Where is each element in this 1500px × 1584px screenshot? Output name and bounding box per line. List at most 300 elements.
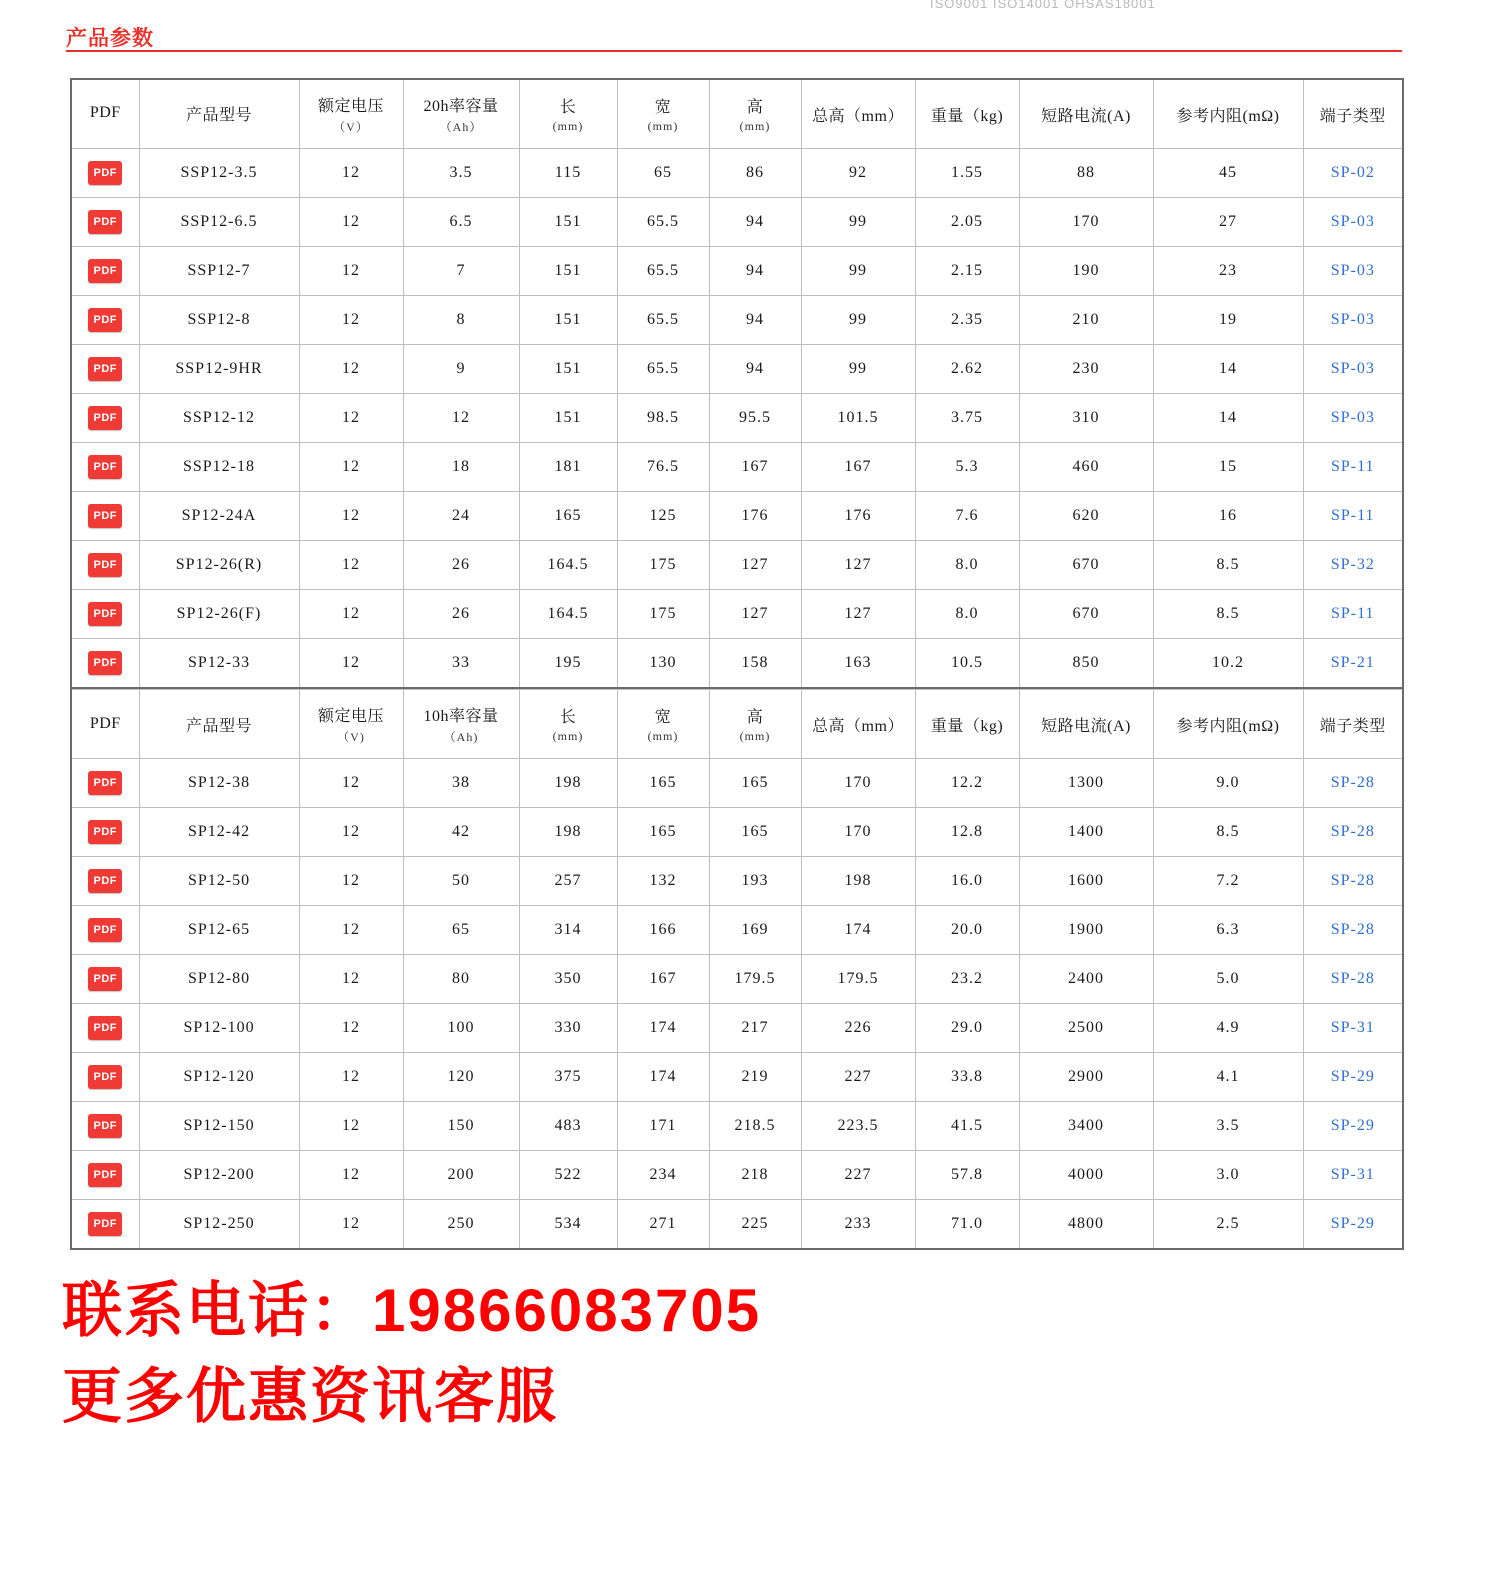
width-cell: 76.5	[617, 443, 709, 492]
width-cell: 174	[617, 1004, 709, 1053]
terminal-link[interactable]: SP-03	[1330, 262, 1375, 279]
resistance-cell: 6.3	[1153, 906, 1303, 955]
pdf-icon[interactable]: PDF	[88, 869, 122, 893]
short-circuit-cell: 190	[1019, 247, 1153, 296]
terminal-cell[interactable]	[1303, 541, 1403, 590]
length-cell: 115	[519, 149, 617, 198]
resistance-cell: 5.0	[1153, 955, 1303, 1004]
total-height-cell: 163	[801, 639, 915, 689]
th-pdf: PDF	[71, 690, 139, 759]
length-cell: 165	[519, 492, 617, 541]
length-cell: 375	[519, 1053, 617, 1102]
short-circuit-cell: 1900	[1019, 906, 1153, 955]
width-cell: 234	[617, 1151, 709, 1200]
weight-cell: 57.8	[915, 1151, 1019, 1200]
model-cell: SP12-24A	[139, 492, 299, 541]
resistance-cell: 10.2	[1153, 639, 1303, 689]
pdf-icon[interactable]: PDF	[88, 651, 122, 675]
capacity-cell: 38	[403, 759, 519, 808]
th-width: 宽 (mm)	[617, 690, 709, 759]
pdf-icon[interactable]: PDF	[88, 820, 122, 844]
total-height-cell: 170	[801, 759, 915, 808]
width-cell: 132	[617, 857, 709, 906]
total-height-cell: 99	[801, 247, 915, 296]
capacity-cell: 6.5	[403, 198, 519, 247]
pdf-cell[interactable]	[71, 906, 139, 955]
voltage-cell: 12	[299, 759, 403, 808]
width-cell: 175	[617, 590, 709, 639]
voltage-cell: 12	[299, 808, 403, 857]
voltage-cell: 12	[299, 639, 403, 689]
weight-cell: 8.0	[915, 590, 1019, 639]
table-header-row	[71, 690, 1403, 759]
resistance-cell: 27	[1153, 198, 1303, 247]
height-cell: 95.5	[709, 394, 801, 443]
width-cell: 167	[617, 955, 709, 1004]
pdf-icon[interactable]: PDF	[88, 771, 122, 795]
weight-cell: 71.0	[915, 1200, 1019, 1250]
table-row	[71, 541, 1403, 590]
pdf-cell[interactable]	[71, 857, 139, 906]
terminal-link[interactable]: SP-11	[1330, 605, 1375, 622]
terminal-link[interactable]: SP-02	[1330, 164, 1375, 181]
capacity-cell: 100	[403, 1004, 519, 1053]
capacity-cell: 9	[403, 345, 519, 394]
th-short-circuit: 短路电流(A)	[1019, 79, 1153, 149]
terminal-link[interactable]: SP-28	[1330, 872, 1375, 889]
terminal-link[interactable]: SP-03	[1330, 213, 1375, 230]
width-cell: 125	[617, 492, 709, 541]
terminal-link[interactable]: SP-03	[1330, 360, 1375, 377]
voltage-cell: 12	[299, 394, 403, 443]
terminal-cell[interactable]	[1303, 443, 1403, 492]
table-row	[71, 198, 1403, 247]
total-height-cell: 99	[801, 296, 915, 345]
voltage-cell: 12	[299, 443, 403, 492]
width-cell: 271	[617, 1200, 709, 1250]
model-cell: SP12-200	[139, 1151, 299, 1200]
width-cell: 174	[617, 1053, 709, 1102]
pdf-cell[interactable]	[71, 247, 139, 296]
terminal-cell[interactable]	[1303, 198, 1403, 247]
capacity-cell: 7	[403, 247, 519, 296]
pdf-cell[interactable]	[71, 394, 139, 443]
terminal-link[interactable]: SP-28	[1330, 823, 1375, 840]
weight-cell: 16.0	[915, 857, 1019, 906]
model-cell: SP12-26(F)	[139, 590, 299, 639]
pdf-cell[interactable]	[71, 1102, 139, 1151]
height-cell: 217	[709, 1004, 801, 1053]
model-cell: SP12-150	[139, 1102, 299, 1151]
model-cell: SP12-50	[139, 857, 299, 906]
resistance-cell: 3.5	[1153, 1102, 1303, 1151]
terminal-cell[interactable]	[1303, 808, 1403, 857]
pdf-icon[interactable]: PDF	[88, 1016, 122, 1040]
model-cell: SP12-120	[139, 1053, 299, 1102]
weight-cell: 5.3	[915, 443, 1019, 492]
terminal-link[interactable]: SP-28	[1330, 774, 1375, 791]
total-height-cell: 92	[801, 149, 915, 198]
th-width: 宽 (mm)	[617, 79, 709, 149]
weight-cell: 41.5	[915, 1102, 1019, 1151]
resistance-cell: 9.0	[1153, 759, 1303, 808]
pdf-cell[interactable]	[71, 198, 139, 247]
table-row	[71, 1200, 1403, 1250]
capacity-cell: 65	[403, 906, 519, 955]
weight-cell: 3.75	[915, 394, 1019, 443]
total-height-cell: 170	[801, 808, 915, 857]
title-divider	[66, 50, 1402, 52]
terminal-cell[interactable]	[1303, 1004, 1403, 1053]
certification-line: ISO9001 ISO14001 OHSAS18001	[930, 0, 1156, 10]
terminal-cell[interactable]	[1303, 857, 1403, 906]
th-short-circuit: 短路电流(A)	[1019, 690, 1153, 759]
voltage-cell: 12	[299, 1004, 403, 1053]
weight-cell: 8.0	[915, 541, 1019, 590]
pdf-cell[interactable]	[71, 1004, 139, 1053]
table-row	[71, 149, 1403, 198]
weight-cell: 20.0	[915, 906, 1019, 955]
terminal-link[interactable]: SP-21	[1330, 654, 1375, 671]
voltage-cell: 12	[299, 590, 403, 639]
pdf-icon[interactable]: PDF	[88, 1065, 122, 1089]
short-circuit-cell: 1600	[1019, 857, 1153, 906]
th-terminal: 端子类型	[1303, 79, 1403, 149]
terminal-cell[interactable]	[1303, 955, 1403, 1004]
weight-cell: 2.05	[915, 198, 1019, 247]
pdf-icon[interactable]: PDF	[88, 357, 122, 381]
width-cell: 165	[617, 808, 709, 857]
pdf-icon[interactable]: PDF	[88, 1114, 122, 1138]
spec-tables	[70, 78, 1402, 1250]
capacity-cell: 18	[403, 443, 519, 492]
terminal-cell[interactable]	[1303, 1151, 1403, 1200]
total-height-cell: 227	[801, 1151, 915, 1200]
model-cell: SP12-250	[139, 1200, 299, 1250]
voltage-cell: 12	[299, 857, 403, 906]
height-cell: 218	[709, 1151, 801, 1200]
model-cell: SP12-42	[139, 808, 299, 857]
terminal-cell[interactable]	[1303, 590, 1403, 639]
spec-table-20h	[70, 78, 1404, 689]
total-height-cell: 101.5	[801, 394, 915, 443]
pdf-icon[interactable]: PDF	[88, 1212, 122, 1236]
height-cell: 94	[709, 345, 801, 394]
short-circuit-cell: 2400	[1019, 955, 1153, 1004]
resistance-cell: 8.5	[1153, 808, 1303, 857]
short-circuit-cell: 4800	[1019, 1200, 1153, 1250]
weight-cell: 29.0	[915, 1004, 1019, 1053]
voltage-cell: 12	[299, 541, 403, 590]
short-circuit-cell: 1300	[1019, 759, 1153, 808]
width-cell: 98.5	[617, 394, 709, 443]
weight-cell: 7.6	[915, 492, 1019, 541]
height-cell: 176	[709, 492, 801, 541]
short-circuit-cell: 310	[1019, 394, 1153, 443]
length-cell: 522	[519, 1151, 617, 1200]
terminal-link[interactable]: SP-28	[1330, 921, 1375, 938]
weight-cell: 2.62	[915, 345, 1019, 394]
terminal-link[interactable]: SP-29	[1330, 1068, 1375, 1085]
terminal-link[interactable]: SP-29	[1330, 1215, 1375, 1232]
terminal-cell[interactable]	[1303, 394, 1403, 443]
th-voltage: 额定电压 （V)	[299, 690, 403, 759]
width-cell: 65.5	[617, 247, 709, 296]
terminal-link[interactable]: SP-31	[1330, 1019, 1375, 1036]
pdf-cell[interactable]	[71, 590, 139, 639]
short-circuit-cell: 230	[1019, 345, 1153, 394]
pdf-cell[interactable]	[71, 1200, 139, 1250]
weight-cell: 12.8	[915, 808, 1019, 857]
resistance-cell: 14	[1153, 394, 1303, 443]
table-row	[71, 1004, 1403, 1053]
terminal-cell[interactable]	[1303, 1053, 1403, 1102]
length-cell: 350	[519, 955, 617, 1004]
th-length: 长 (mm)	[519, 690, 617, 759]
width-cell: 175	[617, 541, 709, 590]
terminal-link[interactable]: SP-32	[1330, 556, 1375, 573]
th-total-height: 总高（mm）	[801, 79, 915, 149]
terminal-link[interactable]: SP-11	[1330, 458, 1375, 475]
voltage-cell: 12	[299, 492, 403, 541]
total-height-cell: 198	[801, 857, 915, 906]
terminal-cell[interactable]	[1303, 1102, 1403, 1151]
spec-table-10h-body	[71, 759, 1403, 1250]
height-cell: 225	[709, 1200, 801, 1250]
pdf-cell[interactable]	[71, 955, 139, 1004]
pdf-icon[interactable]: PDF	[88, 455, 122, 479]
length-cell: 151	[519, 296, 617, 345]
short-circuit-cell: 3400	[1019, 1102, 1153, 1151]
height-cell: 169	[709, 906, 801, 955]
short-circuit-cell: 670	[1019, 590, 1153, 639]
th-length: 长 (mm)	[519, 79, 617, 149]
length-cell: 198	[519, 808, 617, 857]
th-terminal: 端子类型	[1303, 690, 1403, 759]
resistance-cell: 8.5	[1153, 541, 1303, 590]
terminal-link[interactable]: SP-29	[1330, 1117, 1375, 1134]
width-cell: 65.5	[617, 296, 709, 345]
pdf-cell[interactable]	[71, 345, 139, 394]
short-circuit-cell: 170	[1019, 198, 1153, 247]
capacity-cell: 33	[403, 639, 519, 689]
th-weight: 重量（kg)	[915, 690, 1019, 759]
voltage-cell: 12	[299, 955, 403, 1004]
weight-cell: 12.2	[915, 759, 1019, 808]
table-row	[71, 639, 1403, 689]
capacity-cell: 26	[403, 541, 519, 590]
height-cell: 167	[709, 443, 801, 492]
width-cell: 165	[617, 759, 709, 808]
pdf-cell[interactable]	[71, 443, 139, 492]
model-cell: SP12-100	[139, 1004, 299, 1053]
short-circuit-cell: 670	[1019, 541, 1153, 590]
length-cell: 195	[519, 639, 617, 689]
capacity-cell: 80	[403, 955, 519, 1004]
th-height: 高 (mm)	[709, 690, 801, 759]
pdf-cell[interactable]	[71, 759, 139, 808]
width-cell: 65.5	[617, 198, 709, 247]
resistance-cell: 16	[1153, 492, 1303, 541]
th-capacity: 10h率容量 （Ah)	[403, 690, 519, 759]
resistance-cell: 15	[1153, 443, 1303, 492]
terminal-link[interactable]: SP-11	[1330, 507, 1375, 524]
terminal-cell[interactable]	[1303, 759, 1403, 808]
pdf-cell[interactable]	[71, 541, 139, 590]
pdf-icon[interactable]: PDF	[88, 967, 122, 991]
th-resistance: 参考内阻(mΩ)	[1153, 690, 1303, 759]
total-height-cell: 226	[801, 1004, 915, 1053]
model-cell: SSP12-12	[139, 394, 299, 443]
weight-cell: 23.2	[915, 955, 1019, 1004]
short-circuit-cell: 210	[1019, 296, 1153, 345]
pdf-icon[interactable]: PDF	[88, 504, 122, 528]
height-cell: 94	[709, 247, 801, 296]
terminal-cell[interactable]	[1303, 296, 1403, 345]
table-row	[71, 1102, 1403, 1151]
capacity-cell: 24	[403, 492, 519, 541]
pdf-cell[interactable]	[71, 492, 139, 541]
total-height-cell: 233	[801, 1200, 915, 1250]
length-cell: 164.5	[519, 541, 617, 590]
total-height-cell: 223.5	[801, 1102, 915, 1151]
table-row	[71, 296, 1403, 345]
pdf-icon[interactable]: PDF	[88, 308, 122, 332]
terminal-cell[interactable]	[1303, 492, 1403, 541]
th-total-height: 总高（mm）	[801, 690, 915, 759]
capacity-cell: 150	[403, 1102, 519, 1151]
model-cell: SSP12-8	[139, 296, 299, 345]
terminal-cell[interactable]	[1303, 1200, 1403, 1250]
pdf-icon[interactable]: PDF	[88, 161, 122, 185]
weight-cell: 10.5	[915, 639, 1019, 689]
pdf-cell[interactable]	[71, 1151, 139, 1200]
width-cell: 130	[617, 639, 709, 689]
short-circuit-cell: 88	[1019, 149, 1153, 198]
pdf-icon[interactable]: PDF	[88, 918, 122, 942]
pdf-cell[interactable]	[71, 1053, 139, 1102]
total-height-cell: 99	[801, 198, 915, 247]
pdf-icon[interactable]: PDF	[88, 553, 122, 577]
table-row	[71, 1053, 1403, 1102]
resistance-cell: 45	[1153, 149, 1303, 198]
voltage-cell: 12	[299, 1053, 403, 1102]
terminal-cell[interactable]	[1303, 247, 1403, 296]
resistance-cell: 4.9	[1153, 1004, 1303, 1053]
terminal-cell[interactable]	[1303, 345, 1403, 394]
height-cell: 127	[709, 590, 801, 639]
width-cell: 65.5	[617, 345, 709, 394]
model-cell: SSP12-9HR	[139, 345, 299, 394]
model-cell: SP12-38	[139, 759, 299, 808]
width-cell: 166	[617, 906, 709, 955]
height-cell: 165	[709, 759, 801, 808]
width-cell: 65	[617, 149, 709, 198]
model-cell: SP12-33	[139, 639, 299, 689]
model-cell: SSP12-7	[139, 247, 299, 296]
terminal-cell[interactable]	[1303, 906, 1403, 955]
short-circuit-cell: 460	[1019, 443, 1153, 492]
pdf-icon[interactable]: PDF	[88, 602, 122, 626]
height-cell: 165	[709, 808, 801, 857]
model-cell: SP12-80	[139, 955, 299, 1004]
height-cell: 94	[709, 296, 801, 345]
pdf-cell[interactable]	[71, 808, 139, 857]
pdf-icon[interactable]: PDF	[88, 210, 122, 234]
model-cell: SSP12-3.5	[139, 149, 299, 198]
capacity-cell: 12	[403, 394, 519, 443]
terminal-cell[interactable]	[1303, 639, 1403, 689]
total-height-cell: 99	[801, 345, 915, 394]
table-row	[71, 345, 1403, 394]
pdf-icon[interactable]: PDF	[88, 406, 122, 430]
pdf-icon[interactable]: PDF	[88, 1163, 122, 1187]
capacity-cell: 3.5	[403, 149, 519, 198]
pdf-cell[interactable]	[71, 296, 139, 345]
th-model: 产品型号	[139, 690, 299, 759]
resistance-cell: 23	[1153, 247, 1303, 296]
short-circuit-cell: 4000	[1019, 1151, 1153, 1200]
contact-phone: 联系电话：19866083705	[62, 1277, 762, 1344]
weight-cell: 2.35	[915, 296, 1019, 345]
voltage-cell: 12	[299, 296, 403, 345]
short-circuit-cell: 850	[1019, 639, 1153, 689]
terminal-link[interactable]: SP-31	[1330, 1166, 1375, 1183]
resistance-cell: 2.5	[1153, 1200, 1303, 1250]
height-cell: 86	[709, 149, 801, 198]
model-cell: SP12-65	[139, 906, 299, 955]
pdf-icon[interactable]: PDF	[88, 259, 122, 283]
height-cell: 127	[709, 541, 801, 590]
table-row	[71, 590, 1403, 639]
th-weight: 重量（kg)	[915, 79, 1019, 149]
weight-cell: 2.15	[915, 247, 1019, 296]
spec-table-10h	[70, 689, 1404, 1250]
contact-service: 更多优惠资讯客服	[62, 1363, 558, 1430]
voltage-cell: 12	[299, 198, 403, 247]
capacity-cell: 50	[403, 857, 519, 906]
pdf-cell[interactable]	[71, 149, 139, 198]
length-cell: 198	[519, 759, 617, 808]
terminal-link[interactable]: SP-28	[1330, 970, 1375, 987]
th-resistance: 参考内阻(mΩ)	[1153, 79, 1303, 149]
short-circuit-cell: 2500	[1019, 1004, 1153, 1053]
total-height-cell: 174	[801, 906, 915, 955]
total-height-cell: 167	[801, 443, 915, 492]
th-voltage: 额定电压 （V）	[299, 79, 403, 149]
pdf-cell[interactable]	[71, 639, 139, 689]
voltage-cell: 12	[299, 345, 403, 394]
table-row	[71, 247, 1403, 296]
capacity-cell: 250	[403, 1200, 519, 1250]
voltage-cell: 12	[299, 1102, 403, 1151]
weight-cell: 33.8	[915, 1053, 1019, 1102]
table-row	[71, 857, 1403, 906]
voltage-cell: 12	[299, 1151, 403, 1200]
resistance-cell: 19	[1153, 296, 1303, 345]
table-row	[71, 906, 1403, 955]
terminal-link[interactable]: SP-03	[1330, 311, 1375, 328]
terminal-cell[interactable]	[1303, 149, 1403, 198]
short-circuit-cell: 620	[1019, 492, 1153, 541]
voltage-cell: 12	[299, 149, 403, 198]
terminal-link[interactable]: SP-03	[1330, 409, 1375, 426]
voltage-cell: 12	[299, 906, 403, 955]
length-cell: 257	[519, 857, 617, 906]
short-circuit-cell: 2900	[1019, 1053, 1153, 1102]
th-pdf: PDF	[71, 79, 139, 149]
voltage-cell: 12	[299, 1200, 403, 1250]
